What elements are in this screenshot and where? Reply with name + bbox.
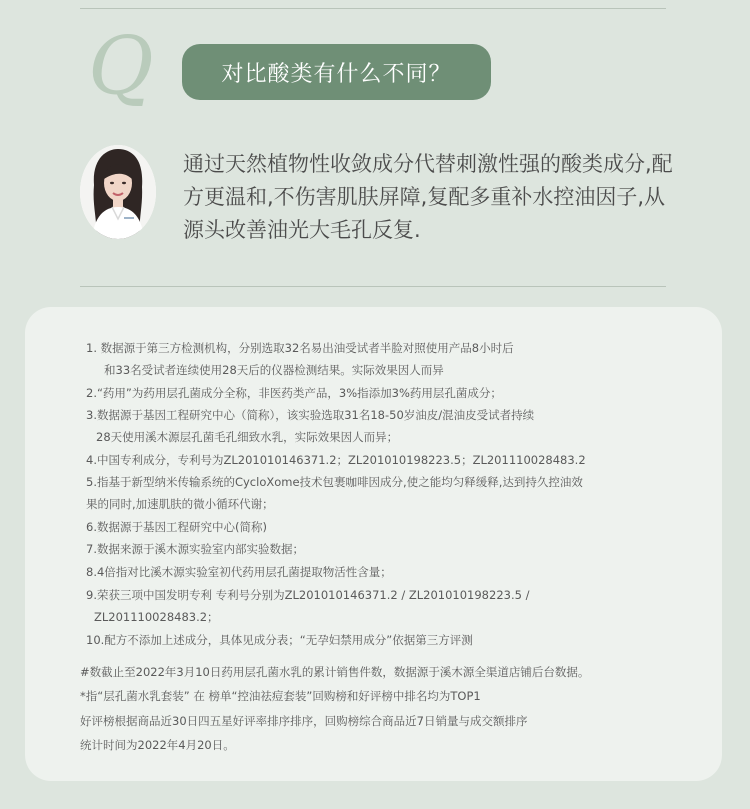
footnote-line: 2.“药用”为药用层孔菌成分全称，非医药类产品，3%指添加3%药用层孔菌成分； xyxy=(86,386,502,400)
footnote-line: 28天使用溪木源层孔菌毛孔细致水乳，实际效果因人而异； xyxy=(96,430,399,444)
footnote-line: 10.配方不添加上述成分，具体见成分表；“无孕妇禁用成分”依据第三方评测 xyxy=(86,633,473,647)
question-title-pill xyxy=(182,44,491,100)
footnote-line: *指“层孔菌水乳套装” 在 榜单“控油祛痘套装”回购榜和好评榜中排名均为TOP1 xyxy=(80,689,481,703)
answer-line: 源头改善油光大毛孔反复. xyxy=(183,218,421,242)
question-mark-letter: Q xyxy=(88,19,154,112)
footnote-line: 3.数据源于基因工程研究中心（简称），该实验选取31名18-50岁油皮/混油皮受试者持续 xyxy=(86,408,535,422)
footnote-line: 1. 数据源于第三方检测机构，分别选取32名易出油受试者半脸对照使用产品8小时后 xyxy=(86,341,514,355)
footnote-line: 8.4倍指对比溪木源实验室初代药用层孔菌提取物活性含量； xyxy=(86,565,392,579)
footnote-line: 5.指基于新型纳米传输系统的CycloXome技术包裹咖啡因成分,使之能均匀释缓释,达到持久控油效 xyxy=(86,475,583,489)
question-title: 对比酸类有什么不同？ xyxy=(221,61,452,87)
answer-text xyxy=(183,148,733,247)
person-portrait-icon xyxy=(80,145,156,239)
top-divider xyxy=(80,8,666,9)
footnote-line: 好评榜根据商品近30日四五星好评率排序排序，回购榜综合商品近7日销量与成交额排序 xyxy=(80,714,528,728)
footnote-line: 果的同时,加速肌肤的微小循环代谢； xyxy=(86,497,274,511)
footnote-line: 统计时间为2022年4月20日。 xyxy=(80,738,235,752)
footnote-line: 9.荣获三项中国发明专利 专利号分别为ZL201010146371.2 / ZL201010198223.5 / xyxy=(86,588,530,602)
footnote-line: 4.中国专利成分，专利号为ZL201010146371.2；ZL201010198223.5；ZL201110028483.2 xyxy=(86,453,586,467)
footnote-line: 6.数据源于基因工程研究中心(简称) xyxy=(86,520,267,534)
footnote-line: ZL201110028483.2； xyxy=(94,610,219,624)
footnote-line: #数截止至2022年3月10日药用层孔菌水乳的累计销售件数，数据源于溪木源全渠道店铺后台数据。 xyxy=(80,665,590,679)
expert-avatar xyxy=(80,145,156,239)
answer-line: 方更温和,不伤害肌肤屏障,复配多重补水控油因子,从 xyxy=(183,185,666,209)
answer-line: 通过天然植物性收敛成分代替刺激性强的酸类成分,配 xyxy=(183,152,673,176)
section-divider xyxy=(80,286,666,287)
footnote-line: 和33名受试者连续使用28天后的仪器检测结果。实际效果因人而异 xyxy=(104,363,444,377)
footnote-line: 7.数据来源于溪木源实验室内部实验数据； xyxy=(86,542,304,556)
